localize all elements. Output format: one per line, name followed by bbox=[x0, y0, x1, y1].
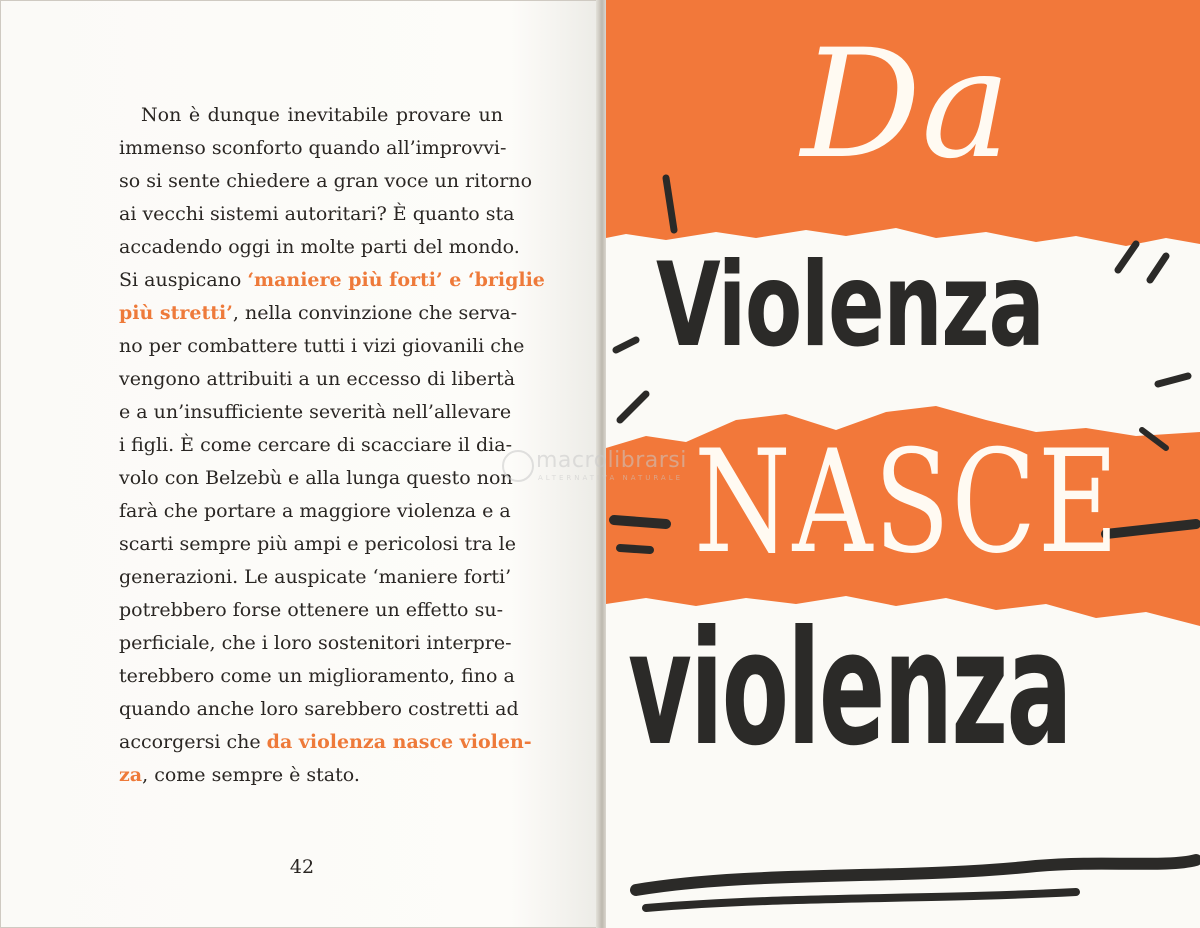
burst-stroke bbox=[1150, 256, 1166, 280]
headline-nasce: NASCE bbox=[694, 420, 1121, 585]
text-line bbox=[119, 759, 503, 792]
text-line: vengono attribuiti a un eccesso di libertà bbox=[119, 368, 516, 390]
highlight-phrase: da violenza nasce violen- bbox=[266, 731, 532, 753]
page-number: 42 bbox=[289, 856, 315, 878]
highlight-phrase: più stretti’ bbox=[119, 302, 233, 324]
underline-brush bbox=[636, 860, 1196, 890]
text-line: farà che portare a maggiore violenza e a bbox=[119, 500, 511, 522]
highlight-phrase: ‘maniere più forti’ e ‘briglie bbox=[247, 269, 545, 291]
text-line bbox=[119, 264, 545, 297]
highlight-phrase: za bbox=[119, 764, 143, 786]
burst-stroke bbox=[1158, 376, 1188, 384]
brush-stroke bbox=[620, 548, 650, 550]
watermark-logo-icon bbox=[502, 450, 534, 482]
burst-stroke bbox=[616, 340, 636, 350]
text-fragment: , nella convinzione che serva- bbox=[232, 302, 518, 324]
text-line: accadendo oggi in molte parti del mondo. bbox=[119, 236, 520, 258]
watermark bbox=[500, 446, 720, 486]
burst-stroke bbox=[620, 394, 646, 420]
text-line: scarti sempre più ampi e pericolosi tra le bbox=[119, 533, 516, 555]
text-line: e a un’insufficiente severità nell’allevare bbox=[119, 401, 512, 423]
text-line: i figli. È come cercare di scacciare il dia- bbox=[119, 434, 513, 456]
text-line: ai vecchi sistemi autoritari? È quanto sta bbox=[119, 203, 515, 225]
text-line: Non è dunque inevitabile provare un bbox=[141, 104, 503, 126]
brush-stroke bbox=[614, 520, 666, 524]
watermark-brand: macrolibrarsi bbox=[536, 448, 687, 473]
text-line: generazioni. Le auspicate ‘maniere forti’ bbox=[119, 566, 512, 588]
text-line: potrebbero forse ottenere un effetto su- bbox=[119, 599, 503, 621]
watermark-tagline: ALTERNATIVA NATURALE bbox=[538, 474, 684, 482]
text-line: immenso sconforto quando all’improvvi- bbox=[119, 137, 507, 159]
text-line: quando anche loro sarebbero costretti ad bbox=[119, 698, 519, 720]
text-line: so si sente chiedere a gran voce un ritorno bbox=[119, 170, 533, 192]
burst-stroke bbox=[1118, 244, 1136, 270]
headline-violenza-top: Violenza bbox=[656, 238, 1044, 373]
text-line: terebbero come un miglioramento, fino a bbox=[119, 665, 515, 687]
headline-da: Da bbox=[801, 18, 1011, 192]
text-line: perficiale, che i loro sostenitori interpre- bbox=[119, 632, 512, 654]
text-line bbox=[119, 297, 518, 330]
text-line: volo con Belzebù e alla lunga questo non bbox=[119, 467, 513, 489]
underline-brush bbox=[646, 892, 1076, 908]
text-fragment: , come sempre è stato. bbox=[142, 764, 360, 786]
text-line: no per combattere tutti i vizi giovanili che bbox=[119, 335, 525, 357]
text-line bbox=[119, 726, 532, 759]
body-paragraph bbox=[119, 99, 545, 792]
text-fragment: accorgersi che bbox=[119, 731, 267, 753]
headline-violenza-bottom: violenza bbox=[628, 597, 1071, 781]
text-fragment: Si auspicano bbox=[119, 269, 248, 291]
